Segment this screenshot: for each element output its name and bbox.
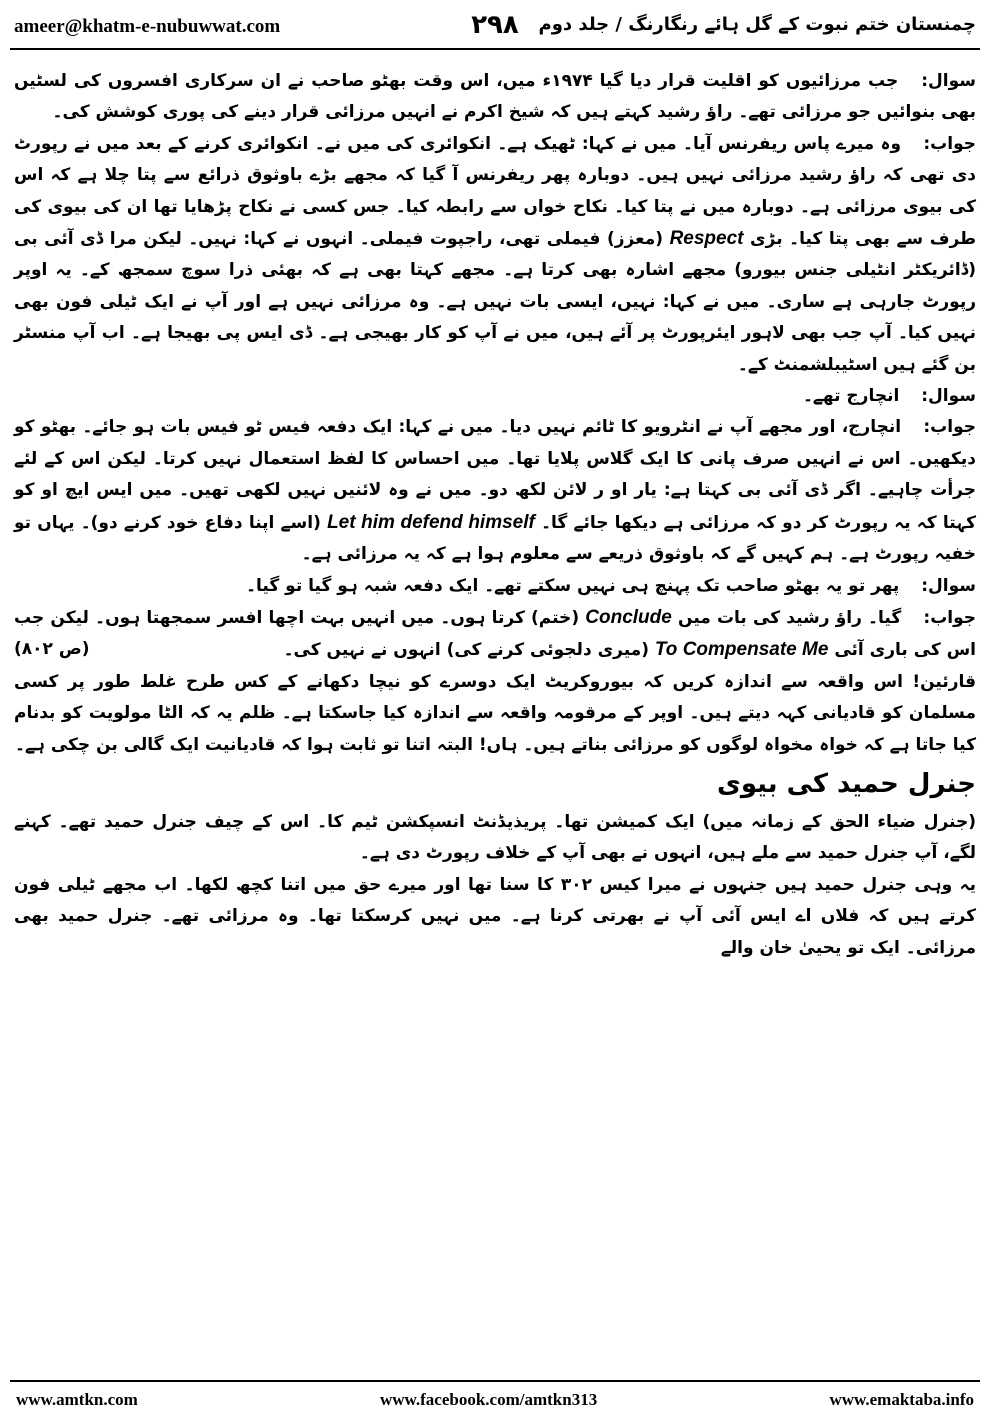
question-label: سوال: [921, 71, 977, 91]
english-term: To Compensate Me [654, 639, 829, 661]
answer-label: جواب: [923, 607, 977, 628]
header-divider [10, 48, 980, 50]
english-term: Let him defend himself [327, 511, 535, 533]
footer-link-amtkn[interactable]: www.amtkn.com [16, 1390, 138, 1409]
header-email: ameer@khatm-e-nubuwwat.com [14, 16, 281, 37]
footer-link-emaktaba[interactable]: www.emaktaba.info [829, 1390, 974, 1409]
answer-3 [14, 602, 976, 667]
question-text: پھر تو یہ بھٹو صاحب تک پہنچ ہی نہیں سکتے تھے۔ ایک دفعہ شبہ ہو گیا تو گیا۔ [246, 575, 900, 596]
answer-label: جواب: [923, 417, 976, 438]
answer-text: گیا۔ راؤ رشید کی بات میں [678, 607, 902, 628]
answer-2 [14, 412, 976, 570]
page-footer [10, 1380, 980, 1416]
answer-text-cont: (ختم) کرتا ہوں۔ میں انہیں بہت اچھا افسر سمجھتا ہوں۔ لیکن جب اس کی باری آئی [14, 607, 976, 661]
answer-text: انچارج، اور مجھے آپ نے انٹرویو کا ٹائم نہیں دیا۔ میں نے کہا: ایک دفعہ فیس ٹو فیس بات ہو جائے۔ بھٹو کو دیکھیں۔ اس نے انہیں صرف پانی کا ایک گلاس پلایا تھا۔ میں احساس کا لفظ استعمال نہیں کرتا۔ لیکن اس کے لئے جرأت چاہیے۔ اگر ڈی آئی بی کہتا ہے: یار او ر لائن لکھ دو۔ میں نے وہ لائنیں نہیں لکھی تھیں۔ میں ایس ایچ او کو کہتا کہ یہ رپورٹ کر دو کہ مرزائی ہے دیکھا جائے گا۔ [14, 417, 977, 533]
footer-link-facebook[interactable]: www.facebook.com/amtkn313 [380, 1390, 598, 1409]
page-header [10, 8, 980, 46]
question-1 [14, 66, 976, 129]
answer-label: جواب: [923, 133, 976, 154]
book-title: چمنستان ختم نبوت کے گل ہائے رنگارنگ / جلد دوم [538, 14, 976, 35]
section-heading: جنرل حمید کی بیوی [717, 768, 976, 799]
paragraph-2: یہ وہی جنرل حمید ہیں جنہوں نے میرا کیس ۳۰۲ کا سنا تھا اور میرے حق میں اتنا کچھ لکھا۔ اب مجھے ٹیلی فون کرتے ہیں کہ فلاں اے ایس آئی آپ نے بھرتی کرنا ہے۔ میں نہیں کرسکتا تھا۔ وہ مرزائی تھے۔ جنرل حمید بھی مرزائی۔ ایک تو یحییٰ خان والے [14, 874, 976, 958]
page-reference: (ص ۸۰۲) [14, 639, 90, 660]
page-body [14, 66, 976, 964]
question-text: انچارج تھے۔ [802, 386, 900, 407]
footer-divider [10, 1380, 980, 1382]
question-label: سوال: [921, 575, 976, 596]
page-number: ۲۹۸ [471, 10, 519, 40]
question-3 [14, 571, 976, 602]
answer-text: وہ میرے پاس ریفرنس آیا۔ میں نے کہا: ٹھیک ہے۔ انکوائری کی میں نے۔ انکوائری کرنے کے بعد میں نے رپورٹ دی تھی کہ راؤ رشید مرزائی نہیں ہیں۔ دوبارہ پھر ریفرنس آ گیا کہ مجھے بڑے باوثوق ذرائع سے پتا چلا ہے کہ اس کی بیوی مرزائی ہے۔ دوبارہ میں نے پتا کیا۔ نکاح خواں سے رابطہ کیا۔ جس کسی نے نکاح پڑھایا تھا ان کی بیوی کی طرف سے بھی پتا کیا۔ بڑی [14, 133, 977, 250]
readers-note: قارئین! اس واقعہ سے اندازہ کریں کہ بیوروکریٹ ایک دوسرے کو نیچا دکھانے کے کس طرح غلط طور پر کسی مسلمان کو قادیانی کہہ دیتے ہیں۔ اوپر کے مرقومہ واقعہ سے اندازہ کیا جاسکتا ہے۔ ظلم یہ کہ الٹا مولویت کو بدنام کیا جاتا ہے کہ خواہ مخواہ لوگوں کو مرزائی بناتے ہیں۔ ہاں! البتہ اتنا تو ثابت ہوا کہ قادیانیت ایک گالی بن چکی ہے۔ [14, 671, 976, 755]
answer-1 [14, 129, 976, 381]
question-label: سوال: [921, 386, 976, 407]
answer-text-end: (میری دلجوئی کرنے کی) انہوں نے نہیں کی۔ [283, 640, 649, 661]
question-text: جب مرزائیوں کو اقلیت قرار دیا گیا ۱۹۷۴ء میں، اس وقت بھٹو صاحب نے ان سرکاری افسروں کی لسٹیں بھی بنوائیں جو مرزائی تھے۔ راؤ رشید کہتے ہیں کہ شیخ اکرم نے انہیں مرزائی قرار دینے کی پوری کوشش کی۔ [14, 71, 976, 123]
answer-text-cont: (اسے اپنا دفاع خود کرنے دو)۔ یہاں تو خفیہ رپورٹ ہے۔ ہم کہیں گے کہ باوثوق ذریعے سے معلوم ہوا ہے کہ یہ مرزائی ہے۔ [14, 512, 976, 565]
english-term: Respect [669, 228, 744, 250]
question-2 [14, 381, 976, 412]
english-term: Conclude [585, 606, 672, 628]
answer-text-cont: (معزز) فیملی تھی، راجپوت فیملی۔ انہوں نے کہا: نہیں۔ لیکن مرا ڈی آئی بی (ڈائریکٹر انٹیلی جنس بیورو) مجھے اشارہ بھی کرتا ہے۔ مجھے کہتا بھی ہے کہ بھئی ذرا سوچ سمجھ کے۔ یہ اوپر رپورٹ جارہی ہے ساری۔ میں نے کہا: نہیں، ایسی بات نہیں ہے۔ وہ مرزائی نہیں ہے اور آپ نے ایک ٹیلی فون بھی نہیں کیا۔ آپ جب بھی لاہور ایئرپورٹ پر آئے ہیں، میں نے آپ کو کار بھیجی ہے۔ ڈی ایس پی بھیجا ہے۔ اب آپ منسٹر بن گئے ہیں اسٹیبلشمنٹ کے۔ [14, 229, 976, 375]
paragraph-1: (جنرل ضیاء الحق کے زمانہ میں) ایک کمیشن تھا۔ پریذیڈنٹ انسپکشن ٹیم کا۔ اس کے چیف جنرل حمید تھے۔ کہنے لگے، آپ جنرل حمید سے ملے ہیں، انہوں نے بھی آپ کے خلاف رپورٹ دی ہے۔ [14, 811, 976, 864]
